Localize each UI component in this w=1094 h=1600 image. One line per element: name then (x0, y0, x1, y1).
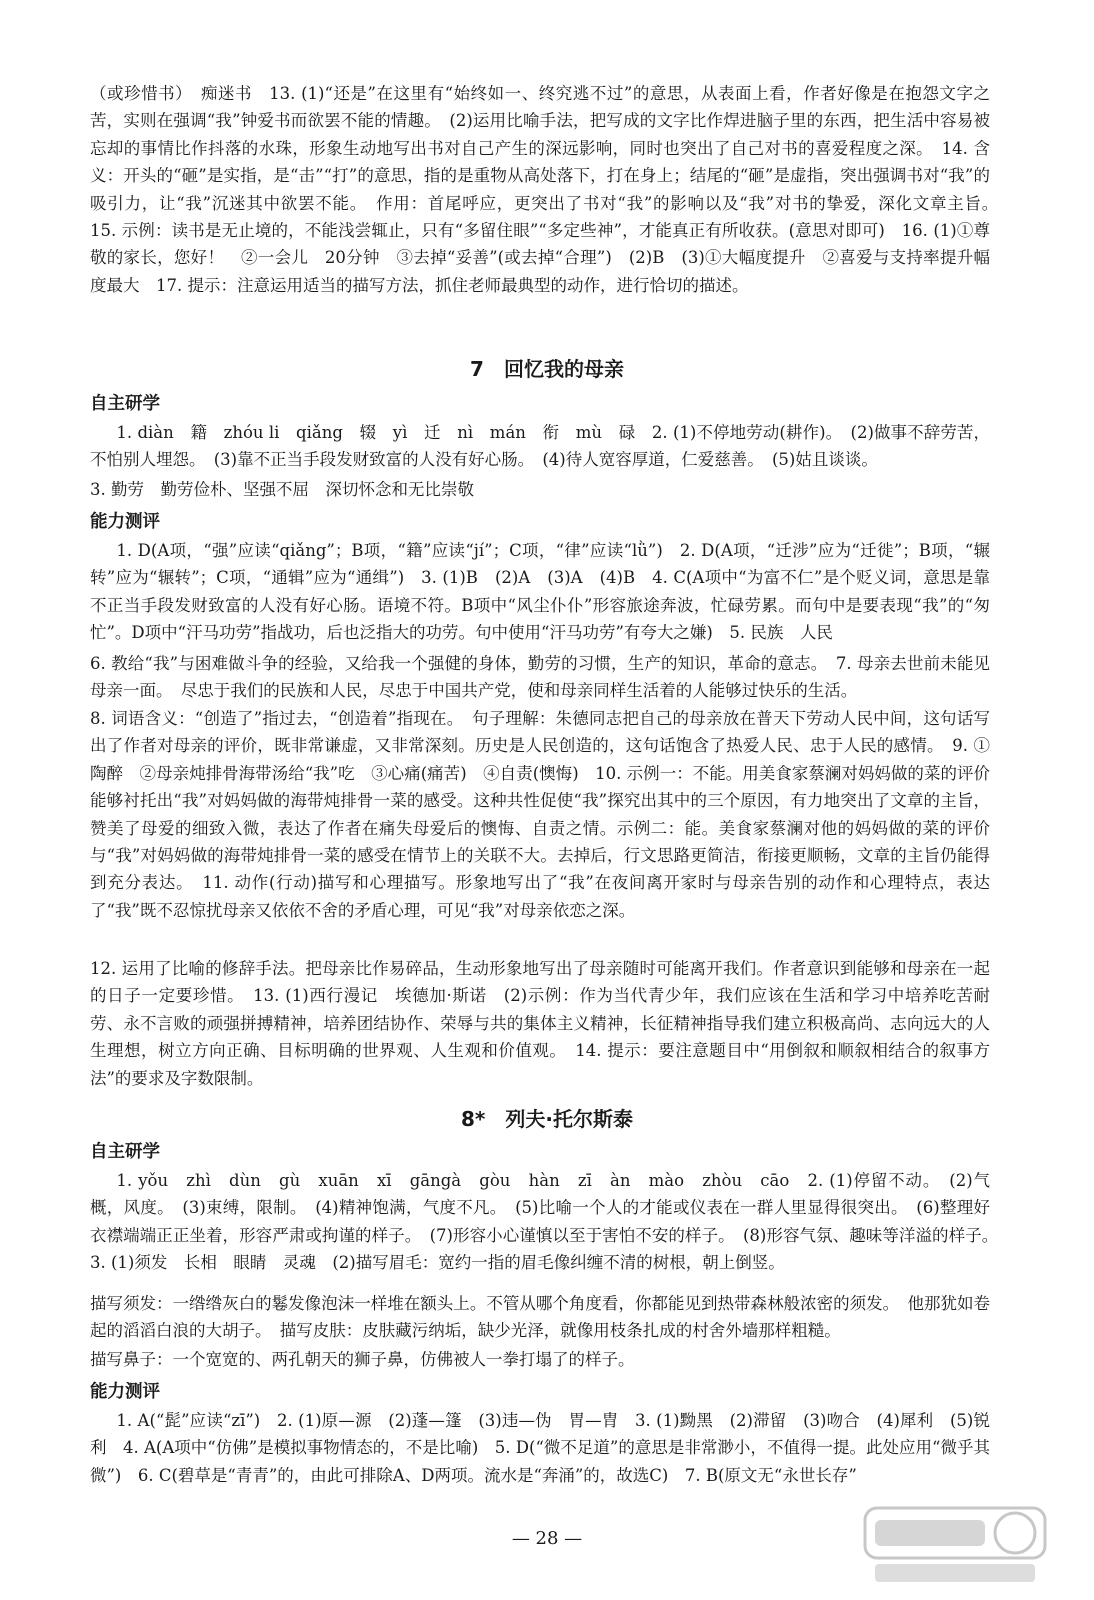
ch8-self-study-answers: 1. yǒu zhì dùn gù xuān xī gāngà gòu hàn zī àn mào zhòu cāo 2. (1)停留不动。 (2)气概，风度。 (3)束缚，限制。 (4)精神饱满，气度不凡。 (5)比喻一个人的才能或仪表在一群人里显得很突出。 (6)整理好衣襟端端正正坐着，形容严肃或拘谨的样子。 (7)形容小心谨慎以至于害怕不安的样子。 (8)形容气氛、趣味等洋溢的样子。 3. (1)须发 长相 眼睛 灵魂 (2)描写眉毛：宽约一指的眉毛像纠缠不清的树根，朝上倒竖。 (90, 1171, 1007, 1273)
ch7-test-answers-12-14: 12. 运用了比喻的修辞手法。把母亲比作易碎品，生动形象地写出了母亲随时可能离开我们。作者意识到能够和母亲在一起的日子一定要珍惜。 13. (1)西行漫记 埃德加·斯诺 (2)示例：作为当代青少年，我们应该在生活和学习中培养吃苦耐劳、永不言败的顽强拼搏精神，培养团结协作、荣辱与共的集体主义精神，长征精神指导我们建立积极高尚、志向远大的人生理想，树立方向正确、目标明确的世界观、人生观和价值观。 14. 提示：要注意题目中“用倒叙和顺叙相结合的叙事方法”的要求及字数限制。 (90, 959, 990, 1088)
ch8-test-answers: 1. A(“髭”应读“zī”) 2. (1)原—源 (2)蓬—篷 (3)违—伪 胃—胄 3. (1)黝黑 (2)滞留 (3)吻合 (4)犀利 (5)锐利 4. A(A项中“仿佛”是模拟事物情态的，不是比喻) 5. D(“微不足道”的意思是非常渺小，不值得一提。此处应用“微乎其微”) 6. C(碧草是“青青”的，由此可排除A、D两项。流水是“奔涌”的，故选C) 7. B(原文无“永世长存” (90, 1411, 990, 1485)
ch7-self-study-answers: 1. diàn 籍 zhóu li qiǎng 辍 yì 迁 nì mán 衔 mù 碌 2. (1)不停地劳动(耕作)。 (2)做事不辞劳苦，不怕别人埋怨。 (3)靠不正当手段发财致富的人没有好心肠。 (4)待人宽容厚道，仁爱慈善。 (5)姑且谈谈。 (90, 423, 990, 470)
ch7-test-answers-8-11: 8. 词语含义：“创造了”指过去，“创造着”指现在。 句子理解：朱德同志把自己的母亲放在普天下劳动人民中间，这句话写出了作者对母亲的评价，既非常谦虚，又非常深刻。历史是人民创造的，这句话饱含了热爱人民、忠于人民的感情。 9. ①陶醉 ②母亲炖排骨海带汤给“我”吃 ③心痛(痛苦) ④自责(懊悔) 10. 示例一：不能。用美食家蔡澜对妈妈做的菜的评价能够衬托出“我”对妈妈做的海带炖排骨一菜的感受。这种共性促使“我”探究出其中的三个原因，有力地突出了文章的主旨，赞美了母爱的细致入微，表达了作者在痛失母爱后的懊悔、自责之情。示例二：能。美食家蔡澜对他的妈妈做的菜的评价与“我”对妈妈做的海带炖排骨一菜的感受在情节上的关联不大。去掉后，行文思路更简洁，衔接更顺畅，文章的主旨仍能得到充分表达。 11. 动作(行动)描写和心理描写。形象地写出了“我”在夜间离开家时与母亲告别的动作和心理特点，表达了“我”既不忍惊扰母亲又依依不舍的矛盾心理，可见“我”对母亲依恋之深。 (90, 709, 990, 920)
section-heading-self-study: 自主研学 (90, 1142, 160, 1162)
continued-answers: （或珍惜书） 痴迷书 13. (1)“还是”在这里有“始终如一、终究逃不过”的意思，从表面上看，作者好像是在抱怨文字之苦，实则在强调“我”钟爱书而欲罢不能的情趣。 (2)运用比喻手法，把写成的文字比作焊进脑子里的东西，把生活中容易被忘却的事情比作抖落的水珠，形象生动地写出书对自己产生的深远影响，同时也突出了自己对书的喜爱程度之深。 14. 含义：开头的“砸”是实指，是“击”“打”的意思，指的是重物从高处落下，打在身上；结尾的“砸”是虚指，突出强调书对“我”的吸引力，让“我”沉迷其中欲罢不能。 作用：首尾呼应，更突出了书对“我”的影响以及“我”对书的挚爱，深化文章主旨。 15. 示例：读书是无止境的，不能浅尝辄止，只有“多留住眼”“多定些神”，才能真正有所收获。(意思对即可) 16. (1)①尊敬的家长，您好！ ②一会儿 20分钟 ③去掉“妥善”(或去掉“合理”) (2)B (3)①大幅度提升 ②喜爱与支持率提升幅度最大 17. 提示：注意运用适当的描写方法，抓住老师最典型的动作，进行恰切的描述。 (90, 84, 1007, 295)
ch7-self-study-answer-3: 3. 勤劳 勤劳俭朴、坚强不屈 深切怀念和无比崇敬 (90, 480, 474, 499)
chapter-8-title: 8* 列夫·托尔斯泰 (461, 1107, 633, 1131)
ch7-test-answers-6-7: 6. 教给“我”与困难做斗争的经验，又给我一个强健的身体，勤劳的习惯，生产的知识，革命的意志。 7. 母亲去世前未能见母亲一面。 尽忠于我们的民族和人民，尽忠于中国共产党，使和母亲同样生活着的人能够过快乐的生活。 (90, 654, 990, 701)
page-number: — 28 — (511, 1528, 583, 1549)
watermark-logo-icon (855, 1500, 1055, 1590)
section-heading-self-study: 自主研学 (90, 394, 160, 414)
ch8-description-nose: 描写鼻子：一个宽宽的、两孔朝天的狮子鼻，仿佛被人一拳打塌了的样子。 (90, 1350, 635, 1369)
ch8-description-hair: 描写须发：一绺绺灰白的鬈发像泡沫一样堆在额头上。不管从哪个角度看，你都能见到热带森林般浓密的须发。 他那犹如卷起的滔滔白浪的大胡子。 描写皮肤：皮肤藏污纳垢，缺少光泽，就像用枝条扎成的村舍外墙那样粗糙。 (90, 1294, 990, 1341)
ch7-test-answers-1-5: 1. D(A项，“强”应读“qiǎng”；B项，“籍”应读“jí”；C项，“律”应读“lǜ”) 2. D(A项，“迁涉”应为“迁徙”；B项，“辗转”应为“辗转”；C项，“通辑”应为“通缉”) 3. (1)B (2)A (3)A (4)B 4. C(A项中“为富不仁”是个贬义词，意思是靠不正当手段发财致富的人没有好心肠。语境不符。B项中“风尘仆仆”形容旅途奔波，忙碌劳累。而句中是要表现“我”的“匆忙”。D项中“汗马功劳”指战功，后也泛指大的功劳。句中使用“汗马功劳”有夸大之嫌) 5. 民族 人民 (90, 541, 990, 643)
section-heading-ability-test: 能力测评 (90, 1382, 160, 1402)
chapter-7-title: 7 回忆我的母亲 (470, 357, 624, 381)
section-heading-ability-test: 能力测评 (90, 512, 160, 532)
